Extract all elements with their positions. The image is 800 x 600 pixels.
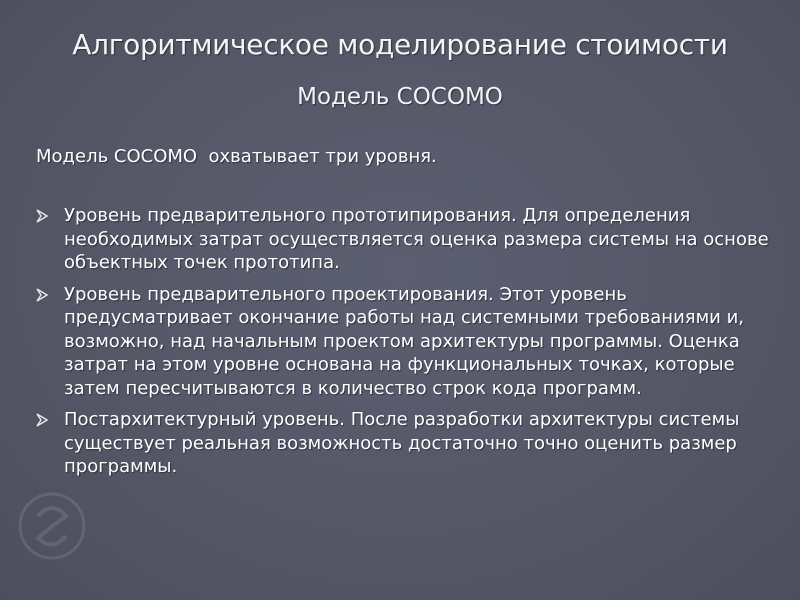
chevron-right-icon [36,288,48,302]
bullet-item [36,408,776,479]
bullet-text: Постархитектурный уровень. После разработки архитектуры системы существует реальная возможность достаточно точно оценить размер программы. [64,409,740,477]
bullet-list [36,204,776,487]
slide-subtitle: Модель COCOMO [297,84,503,110]
chevron-right-icon [36,413,48,427]
watermark-decoration [12,486,92,566]
intro-text: Модель COCOMO охватывает три уровня. [36,146,437,167]
bullet-item [36,204,776,275]
bullet-item [36,283,776,401]
slide-title: Алгоритмическое моделирование стоимости [72,28,728,61]
bullet-text: Уровень предварительного проектирования. Этот уровень предусматривает окончание работы над системными требованиями и, возможно, над начальным проектом архитектуры программы. Оценка затрат на этом уровне основана на функциональных точках, которые затем пересчитываются в количество строк кода программ. [64,283,745,399]
chevron-right-icon [36,209,48,223]
bullet-text: Уровень предварительного прототипирования. Для определения необходимых затрат осуществляется оценка размера системы на основе объектных точек прототипа. [64,205,769,273]
